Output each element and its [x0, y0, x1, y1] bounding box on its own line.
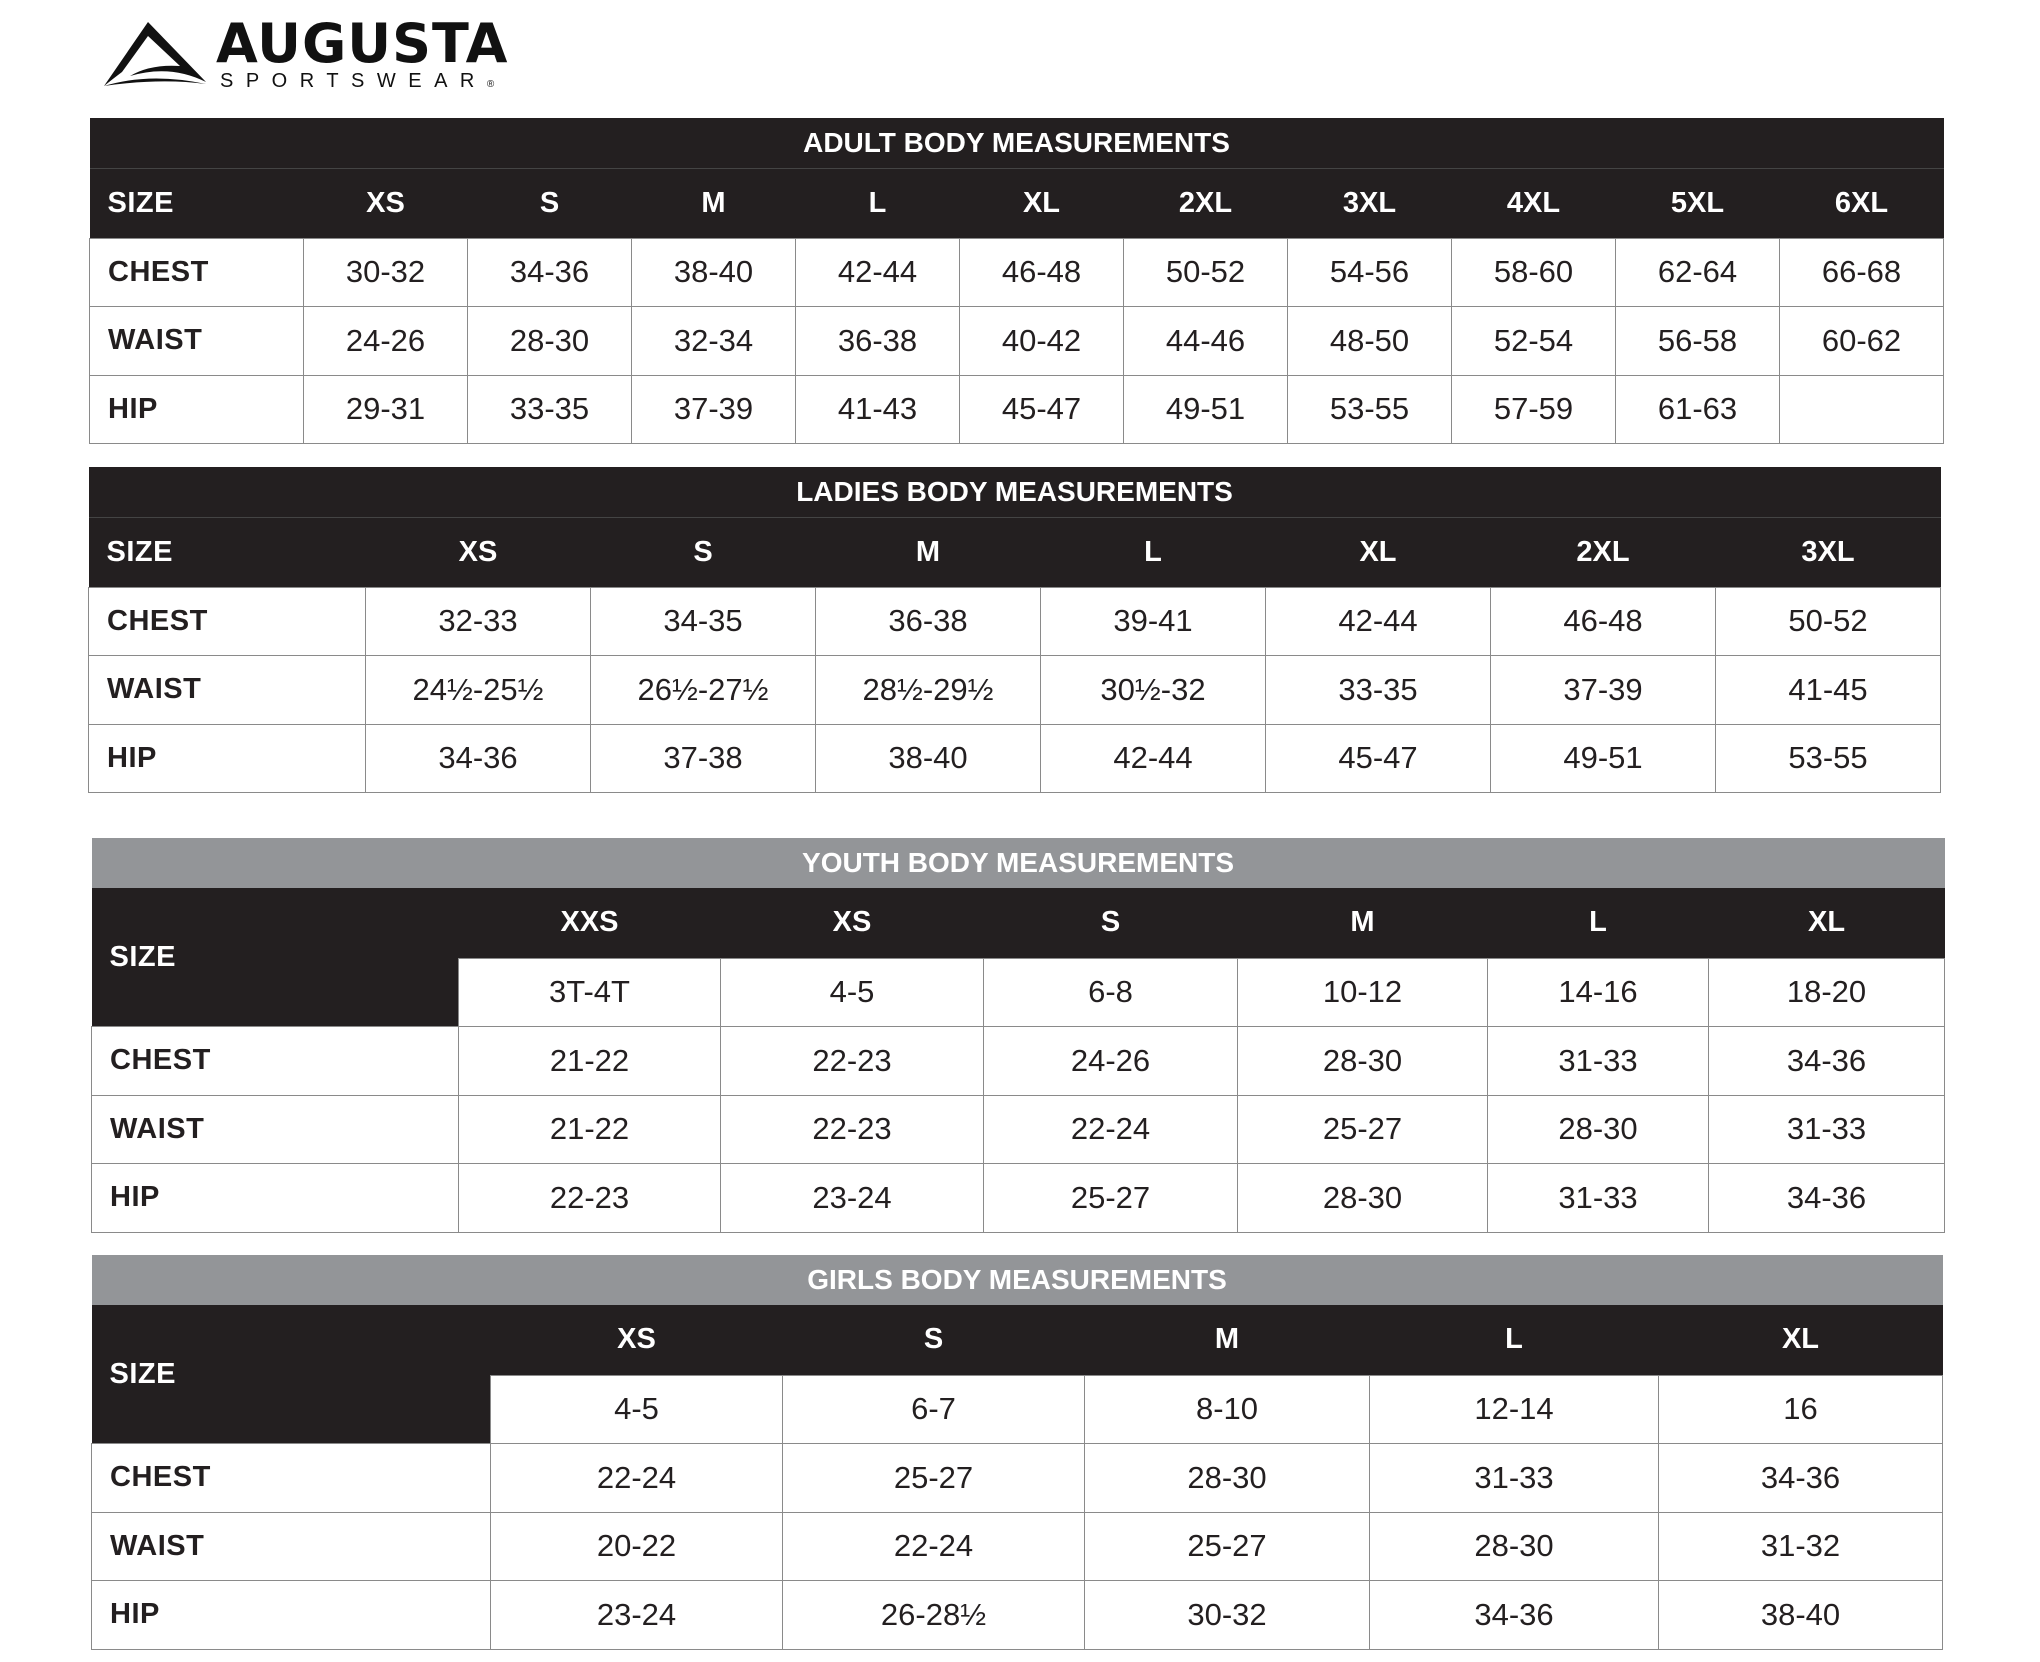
measurement-cell: 48-50: [1288, 307, 1452, 376]
adult-measurements-table: [89, 118, 1944, 444]
measurement-cell: 49-51: [1491, 724, 1716, 793]
measurement-cell: 61-63: [1616, 375, 1780, 444]
size-header-m: M: [632, 168, 796, 238]
measurement-cell: 33-35: [468, 375, 632, 444]
size-label: SIZE: [89, 517, 366, 587]
measurement-cell: 52-54: [1452, 307, 1616, 376]
measurement-cell: 31-32: [1659, 1512, 1943, 1581]
age-range-cell: 16: [1659, 1375, 1943, 1444]
size-header-5xl: 5XL: [1616, 168, 1780, 238]
row-label: HIP: [89, 724, 366, 793]
brand-tagline: SPORTSWEAR®: [220, 70, 495, 92]
size-header-s: S: [783, 1305, 1085, 1375]
measurement-cell: 38-40: [632, 238, 796, 307]
measurement-cell: 38-40: [1659, 1581, 1943, 1650]
measurement-cell: 25-27: [1238, 1095, 1488, 1164]
measurement-cell: 50-52: [1124, 238, 1288, 307]
table-row-waist: [90, 307, 1944, 376]
measurement-cell: 30½-32: [1041, 656, 1266, 725]
table-row-hip: [92, 1581, 1943, 1650]
size-header-l: L: [1488, 888, 1709, 958]
measurement-cell: 24-26: [984, 1027, 1238, 1096]
row-label: HIP: [92, 1581, 491, 1650]
size-header-l: L: [1041, 517, 1266, 587]
measurement-cell: 34-36: [366, 724, 591, 793]
size-header-4xl: 4XL: [1452, 168, 1616, 238]
table-title: LADIES BODY MEASUREMENTS: [89, 467, 1941, 517]
age-range-cell: 18-20: [1709, 958, 1945, 1027]
table-row-hip: [92, 1164, 1945, 1233]
size-header-row: [89, 517, 1941, 587]
measurement-cell: 30-32: [1085, 1581, 1370, 1650]
measurement-cell: 53-55: [1716, 724, 1941, 793]
table-row-waist: [92, 1095, 1945, 1164]
size-header-2xl: 2XL: [1491, 517, 1716, 587]
brand-name: AUGUSTA: [216, 12, 509, 75]
measurement-cell: 46-48: [1491, 587, 1716, 656]
measurement-cell: [1780, 375, 1944, 444]
measurement-cell: 23-24: [491, 1581, 783, 1650]
table-row-waist: [89, 656, 1941, 725]
size-header-m: M: [816, 517, 1041, 587]
measurement-cell: 50-52: [1716, 587, 1941, 656]
age-range-cell: 10-12: [1238, 958, 1488, 1027]
size-header-row: [92, 888, 1945, 958]
measurement-cell: 32-33: [366, 587, 591, 656]
measurement-cell: 60-62: [1780, 307, 1944, 376]
table-row-chest: [90, 238, 1944, 307]
size-header-xl: XL: [1659, 1305, 1943, 1375]
measurement-cell: 37-39: [632, 375, 796, 444]
measurement-cell: 28½-29½: [816, 656, 1041, 725]
size-header-xs: XS: [304, 168, 468, 238]
youth-measurements-table: [91, 838, 1945, 1233]
measurement-cell: 28-30: [1488, 1095, 1709, 1164]
measurement-cell: 31-33: [1709, 1095, 1945, 1164]
measurement-cell: 34-36: [1370, 1581, 1659, 1650]
ladies-measurements-table: [88, 467, 1941, 793]
measurement-cell: 58-60: [1452, 238, 1616, 307]
measurement-cell: 37-39: [1491, 656, 1716, 725]
size-header-l: L: [1370, 1305, 1659, 1375]
size-header-xs: XS: [491, 1305, 783, 1375]
age-range-cell: 6-8: [984, 958, 1238, 1027]
measurement-cell: 21-22: [459, 1095, 721, 1164]
measurement-cell: 49-51: [1124, 375, 1288, 444]
measurement-cell: 31-33: [1370, 1444, 1659, 1513]
measurement-cell: 25-27: [1085, 1512, 1370, 1581]
measurement-cell: 34-36: [1659, 1444, 1943, 1513]
measurement-cell: 56-58: [1616, 307, 1780, 376]
table-title: ADULT BODY MEASUREMENTS: [90, 118, 1944, 168]
size-header-s: S: [468, 168, 632, 238]
measurement-cell: 34-36: [1709, 1164, 1945, 1233]
size-header-2xl: 2XL: [1124, 168, 1288, 238]
measurement-cell: 42-44: [1266, 587, 1491, 656]
size-header-row: [92, 1305, 1943, 1375]
measurement-cell: 54-56: [1288, 238, 1452, 307]
size-header-xl: XL: [960, 168, 1124, 238]
table-row-hip: [90, 375, 1944, 444]
measurement-cell: 25-27: [783, 1444, 1085, 1513]
size-header-3xl: 3XL: [1288, 168, 1452, 238]
measurement-cell: 36-38: [796, 307, 960, 376]
measurement-cell: 41-45: [1716, 656, 1941, 725]
size-header-xl: XL: [1266, 517, 1491, 587]
size-header-xs: XS: [721, 888, 984, 958]
table-title: GIRLS BODY MEASUREMENTS: [92, 1255, 1943, 1305]
triangle-logo-icon: [100, 16, 210, 88]
measurement-cell: 39-41: [1041, 587, 1266, 656]
measurement-cell: 31-33: [1488, 1164, 1709, 1233]
measurement-cell: 45-47: [960, 375, 1124, 444]
size-label: SIZE: [92, 1305, 491, 1444]
row-label: WAIST: [92, 1095, 459, 1164]
row-label: CHEST: [92, 1444, 491, 1513]
measurement-cell: 23-24: [721, 1164, 984, 1233]
row-label: HIP: [92, 1164, 459, 1233]
measurement-cell: 28-30: [468, 307, 632, 376]
measurement-cell: 22-24: [783, 1512, 1085, 1581]
row-label: WAIST: [90, 307, 304, 376]
measurement-cell: 40-42: [960, 307, 1124, 376]
measurement-cell: 29-31: [304, 375, 468, 444]
measurement-cell: 31-33: [1488, 1027, 1709, 1096]
size-header-xs: XS: [366, 517, 591, 587]
measurement-cell: 22-24: [984, 1095, 1238, 1164]
age-range-cell: 8-10: [1085, 1375, 1370, 1444]
measurement-cell: 34-36: [1709, 1027, 1945, 1096]
age-range-cell: 6-7: [783, 1375, 1085, 1444]
measurement-cell: 44-46: [1124, 307, 1288, 376]
row-label: CHEST: [92, 1027, 459, 1096]
row-label: HIP: [90, 375, 304, 444]
row-label: CHEST: [89, 587, 366, 656]
size-header-3xl: 3XL: [1716, 517, 1941, 587]
measurement-cell: 30-32: [304, 238, 468, 307]
measurement-cell: 34-35: [591, 587, 816, 656]
measurement-cell: 28-30: [1085, 1444, 1370, 1513]
measurement-cell: 42-44: [796, 238, 960, 307]
table-row-chest: [92, 1027, 1945, 1096]
measurement-cell: 34-36: [468, 238, 632, 307]
measurement-cell: 21-22: [459, 1027, 721, 1096]
size-header-m: M: [1085, 1305, 1370, 1375]
measurement-cell: 24½-25½: [366, 656, 591, 725]
size-header-xl: XL: [1709, 888, 1945, 958]
size-header-s: S: [984, 888, 1238, 958]
measurement-cell: 22-24: [491, 1444, 783, 1513]
table-row-waist: [92, 1512, 1943, 1581]
measurement-cell: 26½-27½: [591, 656, 816, 725]
size-header-6xl: 6XL: [1780, 168, 1944, 238]
age-range-cell: 12-14: [1370, 1375, 1659, 1444]
measurement-cell: 66-68: [1780, 238, 1944, 307]
measurement-cell: 20-22: [491, 1512, 783, 1581]
measurement-cell: 62-64: [1616, 238, 1780, 307]
measurement-cell: 25-27: [984, 1164, 1238, 1233]
table-title: YOUTH BODY MEASUREMENTS: [92, 838, 1945, 888]
measurement-cell: 28-30: [1238, 1027, 1488, 1096]
measurement-cell: 42-44: [1041, 724, 1266, 793]
row-label: WAIST: [92, 1512, 491, 1581]
table-row-chest: [89, 587, 1941, 656]
age-range-cell: 4-5: [721, 958, 984, 1027]
measurement-cell: 38-40: [816, 724, 1041, 793]
age-range-cell: 4-5: [491, 1375, 783, 1444]
row-label: WAIST: [89, 656, 366, 725]
measurement-cell: 33-35: [1266, 656, 1491, 725]
size-header-m: M: [1238, 888, 1488, 958]
measurement-cell: 28-30: [1238, 1164, 1488, 1233]
size-label: SIZE: [90, 168, 304, 238]
row-label: CHEST: [90, 238, 304, 307]
size-header-xxs: XXS: [459, 888, 721, 958]
girls-measurements-table: [91, 1255, 1943, 1650]
measurement-cell: 37-38: [591, 724, 816, 793]
measurement-cell: 32-34: [632, 307, 796, 376]
measurement-cell: 24-26: [304, 307, 468, 376]
measurement-cell: 26-28½: [783, 1581, 1085, 1650]
age-range-cell: 3T-4T: [459, 958, 721, 1027]
measurement-cell: 28-30: [1370, 1512, 1659, 1581]
measurement-cell: 46-48: [960, 238, 1124, 307]
measurement-cell: 53-55: [1288, 375, 1452, 444]
measurement-cell: 22-23: [721, 1027, 984, 1096]
measurement-cell: 22-23: [721, 1095, 984, 1164]
size-header-row: [90, 168, 1944, 238]
measurement-cell: 36-38: [816, 587, 1041, 656]
measurement-cell: 22-23: [459, 1164, 721, 1233]
measurement-cell: 45-47: [1266, 724, 1491, 793]
measurement-cell: 41-43: [796, 375, 960, 444]
table-row-chest: [92, 1444, 1943, 1513]
size-header-l: L: [796, 168, 960, 238]
measurement-cell: 57-59: [1452, 375, 1616, 444]
age-range-cell: 14-16: [1488, 958, 1709, 1027]
augusta-logo: [100, 12, 509, 92]
table-row-hip: [89, 724, 1941, 793]
size-header-s: S: [591, 517, 816, 587]
size-label: SIZE: [92, 888, 459, 1027]
